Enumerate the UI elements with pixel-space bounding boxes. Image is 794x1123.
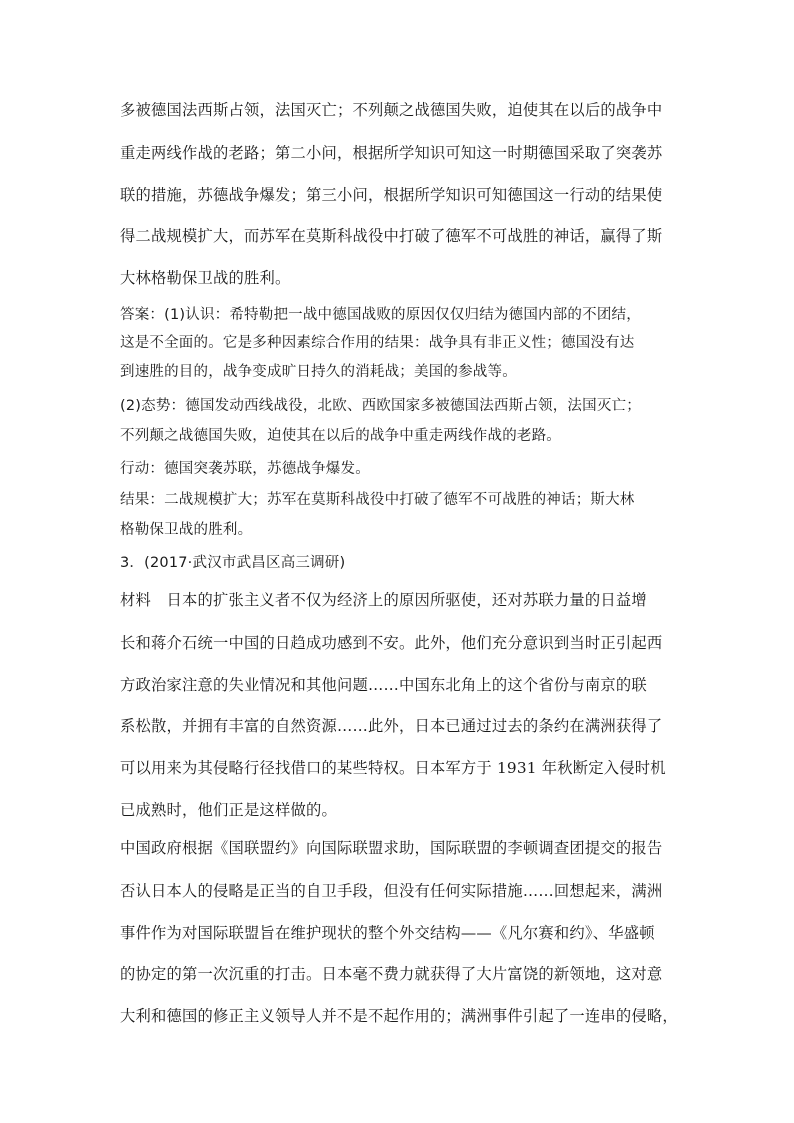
material-line: 已成熟时，他们正是这样做的。 (120, 801, 337, 819)
answer-line: 结果：二战规模扩大；苏军在莫斯科战役中打破了德军不可战胜的神话；斯大林 (120, 492, 635, 508)
material-line: 事件作为对国际联盟旨在维护现状的整个外交结构——《凡尔赛和约》、华盛顿 (120, 924, 655, 942)
material-line: 的协定的第一次沉重的打击。日本毫不费力就获得了大片富饶的新领地，这对意 (120, 965, 663, 983)
text-line: 大林格勒保卫战的胜利。 (120, 269, 291, 287)
material-line: 可以用来为其侵略行径找借口的某些特权。日本军方于 1931 年秋断定入侵时机 (120, 759, 666, 777)
answer-line: 行动：德国突袭苏联，苏德战争爆发。 (120, 461, 370, 477)
answer-line: 这是不全面的。它是多种因素综合作用的结果：战争具有非正义性；德国没有达 (120, 335, 635, 351)
text-line: 多被德国法西斯占领，法国灭亡；不列颠之战德国失败，迫使其在以后的战争中 (120, 101, 663, 119)
answer-line: 不列颠之战德国失败，迫使其在以后的战争中重走两线作战的老路。 (120, 428, 561, 444)
material-line: 材料 日本的扩张主义者不仅为经济上的原因所驱使，还对苏联力量的日益增 (120, 591, 647, 609)
material-line: 方政治家注意的失业情况和其他问题……中国东北角上的这个省份与南京的联 (120, 676, 647, 694)
answer-line: 到速胜的目的，战争变成旷日持久的消耗战；美国的参战等。 (120, 364, 517, 380)
answer-line: (2)态势：德国发动西线战役，北欧、西欧国家多被德国法西斯占领，法国灭亡； (120, 398, 641, 414)
text-line: 得二战规模扩大，而苏军在莫斯科战役中打破了德军不可战胜的神话，赢得了斯 (120, 227, 663, 245)
question-heading: 3．(2017·武汉市武昌区高三调研) (120, 555, 346, 571)
text-line: 重走两线作战的老路；第二小问，根据所学知识可知这一时期德国采取了突袭苏 (120, 144, 663, 162)
material-line: 中国政府根据《国联盟约》向国际联盟求助，国际联盟的李顿调查团提交的报告 (120, 839, 663, 857)
material-line: 系松散，并拥有丰富的自然资源……此外，日本已通过过去的条约在满洲获得了 (120, 717, 663, 735)
answer-line: 答案：(1)认识：希特勒把一战中德国战败的原因仅仅归结为德国内部的不团结， (120, 307, 641, 323)
material-line: 否认日本人的侵略是正当的自卫手段，但没有任何实际措施……回想起来，满洲 (120, 882, 663, 900)
material-line: 长和蒋介石统一中国的日趋成功感到不安。此外，他们充分意识到当时正引起西 (120, 634, 663, 652)
text-line: 联的措施，苏德战争爆发；第三小问，根据所学知识可知德国这一行动的结果使 (120, 186, 663, 204)
material-line: 大利和德国的修正主义领导人并不是不起作用的；满洲事件引起了一连串的侵略， (120, 1007, 678, 1025)
answer-line: 格勒保卫战的胜利。 (120, 522, 253, 538)
